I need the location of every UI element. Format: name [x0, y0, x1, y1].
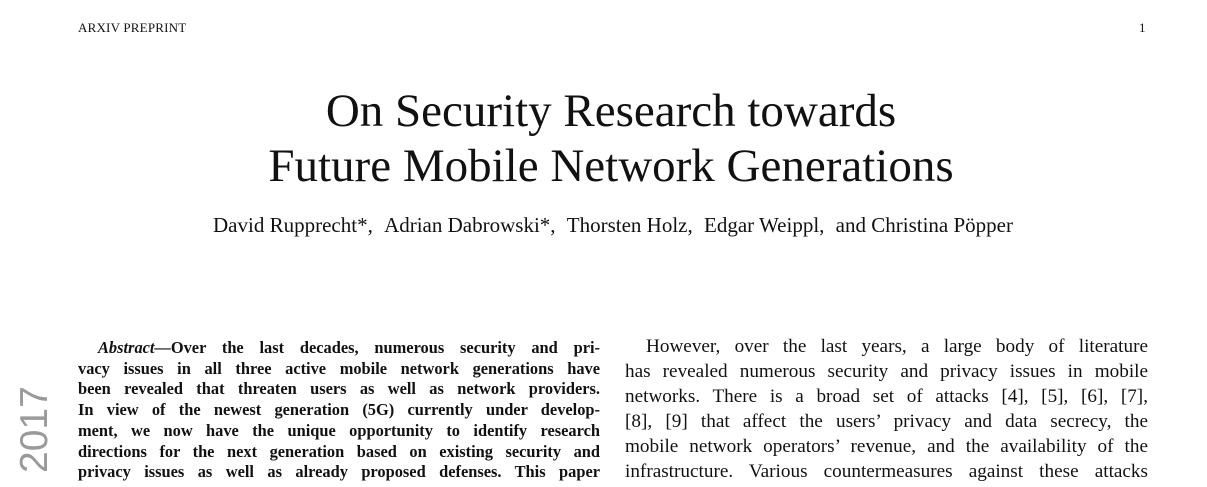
abstract-line-1-text: Over the last decades, numerous security and pri- [170, 338, 600, 357]
abstract-line-3: been revealed that threaten users as well as network providers. [78, 379, 600, 399]
paper-title [0, 84, 1207, 194]
body-line-3: networks. There is a broad set of attacks [4], [5], [6], [7], [625, 386, 1148, 407]
abstract-label: Abstract— [98, 338, 171, 357]
author-1: David Rupprecht*, [213, 213, 373, 237]
body-line-5: mobile network operators’ revenue, and the availability of the [625, 436, 1148, 457]
author-list [0, 213, 1207, 238]
abstract-line-7: privacy issues as well as already proposed defenses. This paper [78, 462, 600, 482]
author-5: and Christina Pöpper [835, 213, 1013, 237]
body-paragraph [625, 334, 1148, 484]
body-line-4: [8], [9] that affect the users’ privacy and data secrecy, the [625, 411, 1148, 432]
body-line-6: infrastructure. Various countermeasures against these attacks [625, 461, 1148, 482]
author-3: Thorsten Holz, [566, 213, 693, 237]
abstract-line-1 [78, 338, 600, 359]
title-line-1: On Security Research towards [325, 85, 897, 137]
running-header: ARXIV PREPRINT [78, 20, 187, 35]
abstract-line-4: In view of the newest generation (5G) currently under develop- [78, 400, 600, 420]
author-2: Adrian Dabrowski*, [384, 213, 556, 237]
body-line-2: has revealed numerous security and privacy issues in mobile [625, 361, 1148, 382]
page-number: 1 [1139, 20, 1146, 35]
body-line-1: However, over the last years, a large body of literature [646, 336, 1148, 357]
title-line-2: Future Mobile Network Generations [268, 140, 954, 192]
abstract-line-6: directions for the next generation based on existing security and [78, 441, 600, 461]
abstract-line-2: vacy issues in all three active mobile network generations have [78, 358, 600, 378]
abstract-line-5: ment, we now have the unique opportunity to identify research [78, 420, 600, 440]
author-4: Edgar Weippl, [704, 213, 825, 237]
arxiv-side-stamp: 2017 [13, 386, 56, 473]
abstract [78, 338, 600, 483]
